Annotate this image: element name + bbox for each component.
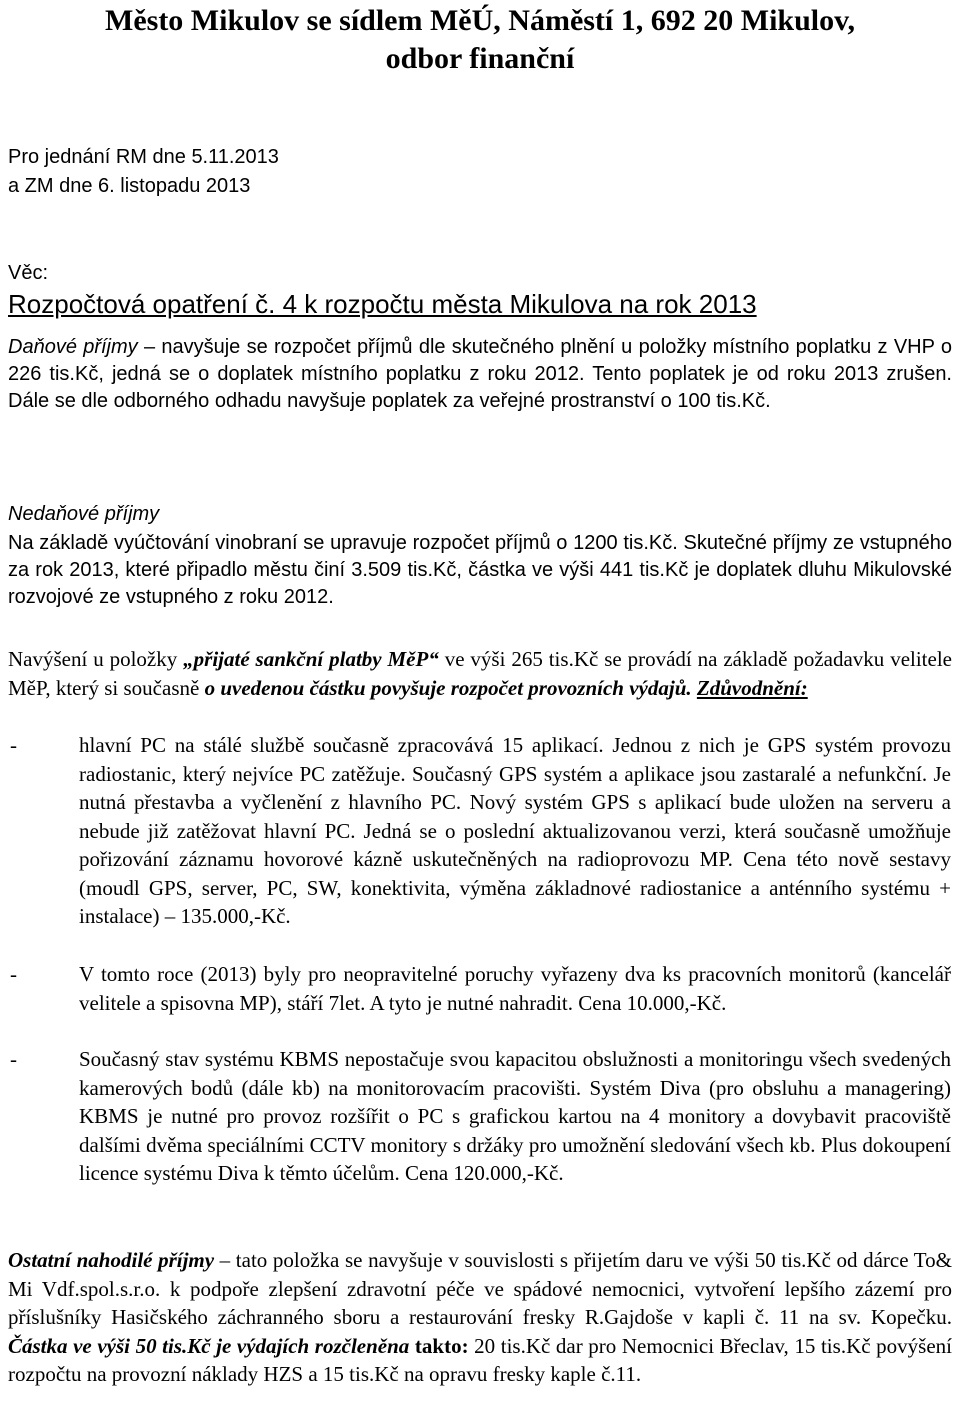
bullet-dash-3: - bbox=[10, 1047, 17, 1071]
bullet-text-2: V tomto roce (2013) byly pro neopravitelné poruchy vyřazeny dva ks pracovních monitorů (kancelář velitele a spisovna MP), stáří 7let. A tyto je nutné nahradit. Cena 10.000,-Kč. bbox=[79, 962, 951, 1015]
non-tax-income-paragraph: Na základě vyúčtování vinobraní se upravuje rozpočet příjmů o 1200 tis.Kč. Skutečné příjmy ze vstupného za rok 2013, které připadlo městu činí 3.509 tis.Kč, částka ve výši 441 tis.Kč je doplatek dluhu Mikulovské rozvojové ze vstupného z roku 2012. bbox=[8, 532, 952, 608]
meeting-zm-date: a ZM dne 6. listopadu 2013 bbox=[8, 175, 251, 197]
bullet-text-1: hlavní PC na stálé službě současně zpracovává 15 aplikací. Jednou z nich je GPS systém provozu radiostanic, který nejvíce PC zatěžuje. Současný GPS systém a aplikace jsou zastaralé a nefunkční. Je nutná přestavba a vyčlenění z hlavního PC. Nový systém GPS s aplikací bude uložen na serveru a nebude již zatěžovat hlavní PC. Jedná se o poslední aktualizovanou verzi, která současně umožňuje pořizování záznamu hovorové kázně uskutečněných na radioprovozu MP. Cena této nově sestavy (moudl GPS, server, PC, SW, konektivita, výměna základnové radiostanice a anténního systému + instalace) – 135.000,-Kč. bbox=[79, 733, 951, 928]
other-income-emphasis: Částka ve výši 50 tis.Kč je výdajích rozčleněna bbox=[8, 1333, 410, 1358]
document-title-line2: odbor finanční bbox=[385, 42, 575, 75]
sanction-payments-item: „přijaté sankční platby MěP“ bbox=[183, 647, 439, 671]
increase-text-b: ve výši 265 tis.Kč se provádí na základě požadavku velitele MěP, který si současně bbox=[8, 647, 952, 700]
document-title-line1: Město Mikulov se sídlem MěÚ, Náměstí 1, 692 20 Mikulov, bbox=[105, 4, 855, 37]
increase-emphasis: o uvedenou částku povyšuje rozpočet provozních výdajů. bbox=[204, 675, 692, 700]
bullet-dash-2: - bbox=[10, 962, 17, 986]
other-income-takto: takto: bbox=[409, 1333, 469, 1358]
other-income-paragraph bbox=[8, 1246, 952, 1389]
tax-income-text-b: Kč, jedná se o doplatek místního poplatku z roku 2012. Tento poplatek je od roku 2013 zrušen. Dále se dle odborného odhadu navyšuje poplatek za veřejné prostranství o 100 tis.Kč. bbox=[8, 363, 952, 412]
other-income-heading: Ostatní nahodilé příjmy bbox=[8, 1248, 215, 1272]
bullet-text-3: Současný stav systému KBMS nepostačuje svou kapacitou obslužnosti a monitoringu všech svedených kamerových bodů (dále kb) na monitorovacím pracovišti. Systém Diva (pro obsluhu a managering) KBMS je nutné pro provoz rozšířit o PC s grafickou kartou na 4 monitory a dovybavit pracoviště dalšími dvěma speciálními CCTV monitory s držáky pro umožnění sledování všech kb. Plus dokoupení licence systému Diva k těmto účelům. Cena 120.000,-Kč. bbox=[79, 1047, 951, 1185]
non-tax-income-heading: Nedaňové příjmy bbox=[8, 503, 160, 525]
subject-label: Věc: bbox=[8, 262, 49, 284]
tax-income-heading: Daňové příjmy bbox=[8, 336, 138, 358]
other-income-text-b: 20 tis.Kč dar pro Nemocnici Břeclav, 15 tis.Kč povýšení rozpočtu na provozní náklady HZS a 15 tis.Kč na opravu fresky kaple č.11. bbox=[8, 1333, 952, 1386]
other-income-text-a: – tato položka se navyšuje v souvislosti s přijetím daru ve výši 50 tis.Kč od dárce To& Mi Vdf.spol.s.r.o. k podpoře zlepšení zdravotní péče ve spádové nemocnici, vytvoření lepšího zázemí pro příslušníky Hasičského záchranného sboru a restaurování fresky R.Gajdoše v kapli č. 11 na sv. Kopečku. bbox=[8, 1248, 952, 1329]
tax-income-text-a: – navyšuje se rozpočet příjmů dle skutečného plnění u položky místního poplatku z VHP o 226 tis. bbox=[8, 336, 953, 385]
meeting-rm-date: Pro jednání RM dne 5.11.2013 bbox=[8, 146, 279, 168]
increase-text-a: Navýšení u položky bbox=[8, 647, 184, 671]
justification-label: Zdůvodnění: bbox=[696, 675, 808, 700]
increase-paragraph bbox=[8, 645, 952, 702]
bullet-dash-1: - bbox=[10, 733, 17, 757]
tax-income-paragraph bbox=[8, 334, 952, 415]
subject-title: Rozpočtová opatření č. 4 k rozpočtu města Mikulova na rok 2013 bbox=[8, 289, 757, 319]
